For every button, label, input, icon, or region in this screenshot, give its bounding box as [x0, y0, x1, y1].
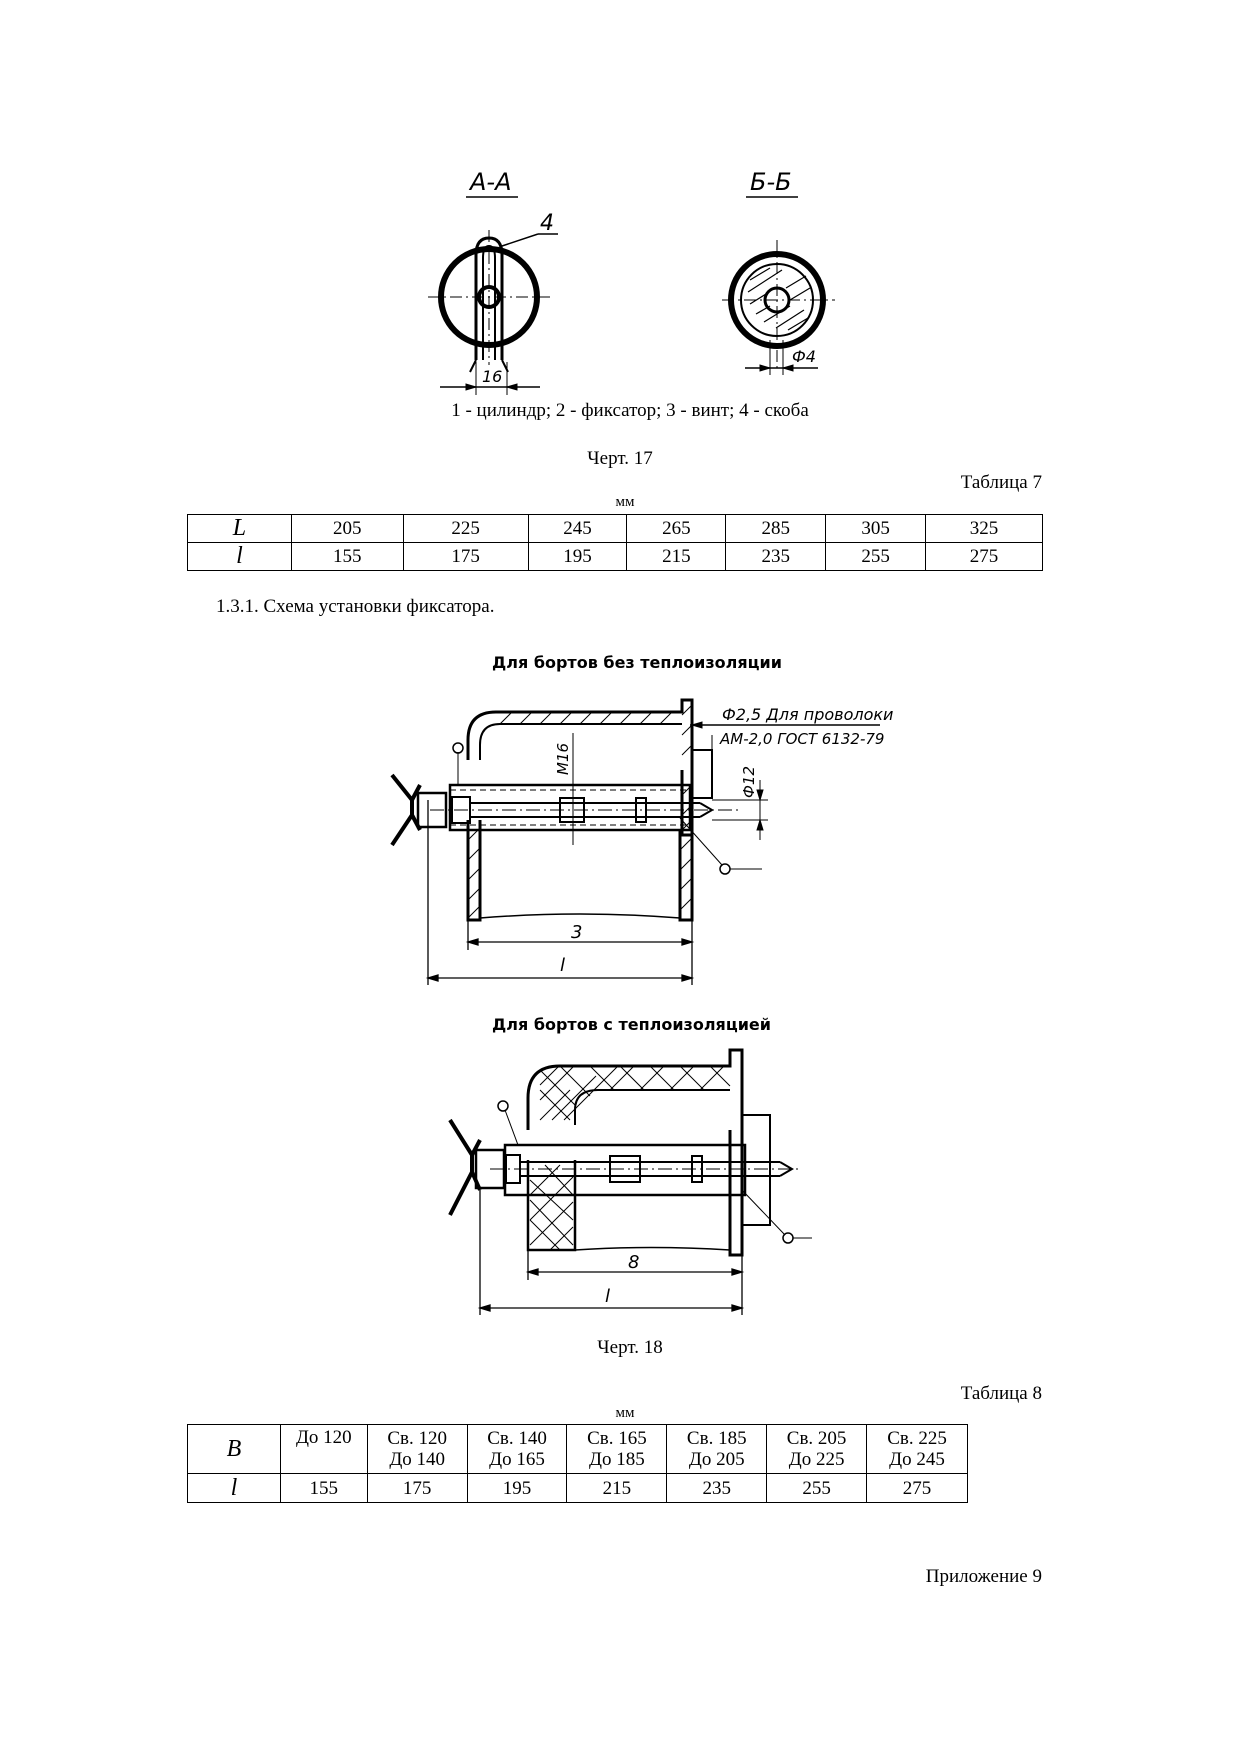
table-8-header-line: Св. 120 [387, 1428, 447, 1449]
drawing-18 [0, 630, 1240, 1330]
table-7-cell: 225 [403, 515, 528, 543]
heading-no-insulation: Для бортов без теплоизоляции [492, 653, 782, 672]
table-8-title: Таблица 8 [960, 1383, 1042, 1404]
table-7-row-l [188, 543, 1043, 571]
table-8-cell: 175 [367, 1474, 467, 1503]
table-8-cell: 195 [467, 1474, 567, 1503]
table-7-label: l [188, 543, 292, 571]
table-8-header-cell [667, 1425, 767, 1474]
table-7-cell: 215 [627, 543, 726, 571]
dim-m16: М16 [554, 742, 572, 775]
table-8-cell: 215 [567, 1474, 667, 1503]
drawing-18-caption: Черт. 18 [597, 1337, 663, 1358]
table-8-header-cell [467, 1425, 567, 1474]
section-bb-view [722, 168, 835, 375]
table-7-title: Таблица 7 [960, 472, 1042, 493]
table-8-header-line: До 140 [389, 1449, 446, 1470]
table-8-header-cell [367, 1425, 467, 1474]
table-8-header-cell [867, 1425, 968, 1474]
table-8-header-line: До 245 [889, 1449, 945, 1470]
section-aa-view [428, 168, 558, 395]
table-8-label-b: B [188, 1425, 281, 1474]
dim-l-lower: l [605, 1286, 611, 1307]
table-8-header-cell [280, 1425, 367, 1474]
table-8-header-cell [567, 1425, 667, 1474]
table-7-cell: 325 [926, 515, 1043, 543]
table-8-header-line: До 165 [489, 1449, 545, 1470]
dim-phi4: Ф4 [792, 347, 816, 366]
table-7-cell: 175 [403, 543, 528, 571]
dim-phi12: Ф12 [740, 766, 758, 798]
table-7-cell: 275 [926, 543, 1043, 571]
table-7-cell: 265 [627, 515, 726, 543]
table-8-header-line: До 185 [589, 1449, 645, 1470]
appendix-label: Приложение 9 [925, 1566, 1042, 1587]
table-7-cell: 285 [726, 515, 826, 543]
table-8-cell: 235 [667, 1474, 767, 1503]
table-8-label-l: l [188, 1474, 281, 1503]
table-7-cell: 245 [528, 515, 627, 543]
table-7-label: L [188, 515, 292, 543]
callout-4: 4 [540, 211, 554, 236]
table-7-cell: 195 [528, 543, 627, 571]
dim-l: l [560, 955, 566, 976]
wire-note-1: Ф2,5 Для проволоки [722, 705, 894, 724]
drawing-17 [0, 0, 1240, 400]
heading-with-insulation: Для бортов с теплоизоляцией [492, 1015, 771, 1034]
wire-note-2: АМ-2,0 ГОСТ 6132-79 [720, 730, 885, 748]
lower-assembly [450, 1050, 812, 1255]
table-8-header-row [188, 1425, 968, 1474]
section-bb-label: Б-Б [750, 168, 792, 196]
table-7 [187, 514, 1043, 571]
table-8-header-line: До 120 [295, 1427, 352, 1448]
dim-16: 16 [482, 367, 503, 386]
table-8 [187, 1424, 968, 1503]
section-1-3-1: 1.3.1. Схема установки фиксатора. [216, 596, 495, 617]
table-8-header-cell [767, 1425, 867, 1474]
table-8-unit: мм [615, 1405, 635, 1421]
table-7-unit: мм [615, 494, 635, 510]
table-8-header-line: Св. 140 [487, 1428, 547, 1449]
table-7-cell: 155 [291, 543, 403, 571]
table-8-header-line: До 225 [788, 1449, 845, 1470]
table-7-cell: 205 [291, 515, 403, 543]
table-8-cell: 275 [867, 1474, 968, 1503]
table-8-header-line: До 205 [688, 1449, 745, 1470]
table-8-cell: 155 [280, 1474, 367, 1503]
table-8-header-line: Св. 205 [786, 1428, 847, 1449]
table-8-header-line: Св. 165 [587, 1428, 647, 1449]
dim-8: 8 [628, 1252, 640, 1273]
drawing-17-caption: Черт. 17 [587, 448, 653, 469]
drawing-17-legend: 1 - цилиндр; 2 - фиксатор; 3 - винт; 4 - скоба [451, 400, 809, 421]
table-7-cell: 235 [726, 543, 826, 571]
table-8-header-line: Св. 225 [887, 1428, 947, 1449]
dim-3: 3 [571, 922, 583, 943]
table-7-cell: 305 [826, 515, 926, 543]
table-8-row-l [188, 1474, 968, 1503]
section-aa-label: А-А [470, 168, 512, 196]
table-8-cell: 255 [767, 1474, 867, 1503]
table-7-cell: 255 [826, 543, 926, 571]
table-7-row-L [188, 515, 1043, 543]
table-8-header-line: Св. 185 [686, 1428, 747, 1449]
